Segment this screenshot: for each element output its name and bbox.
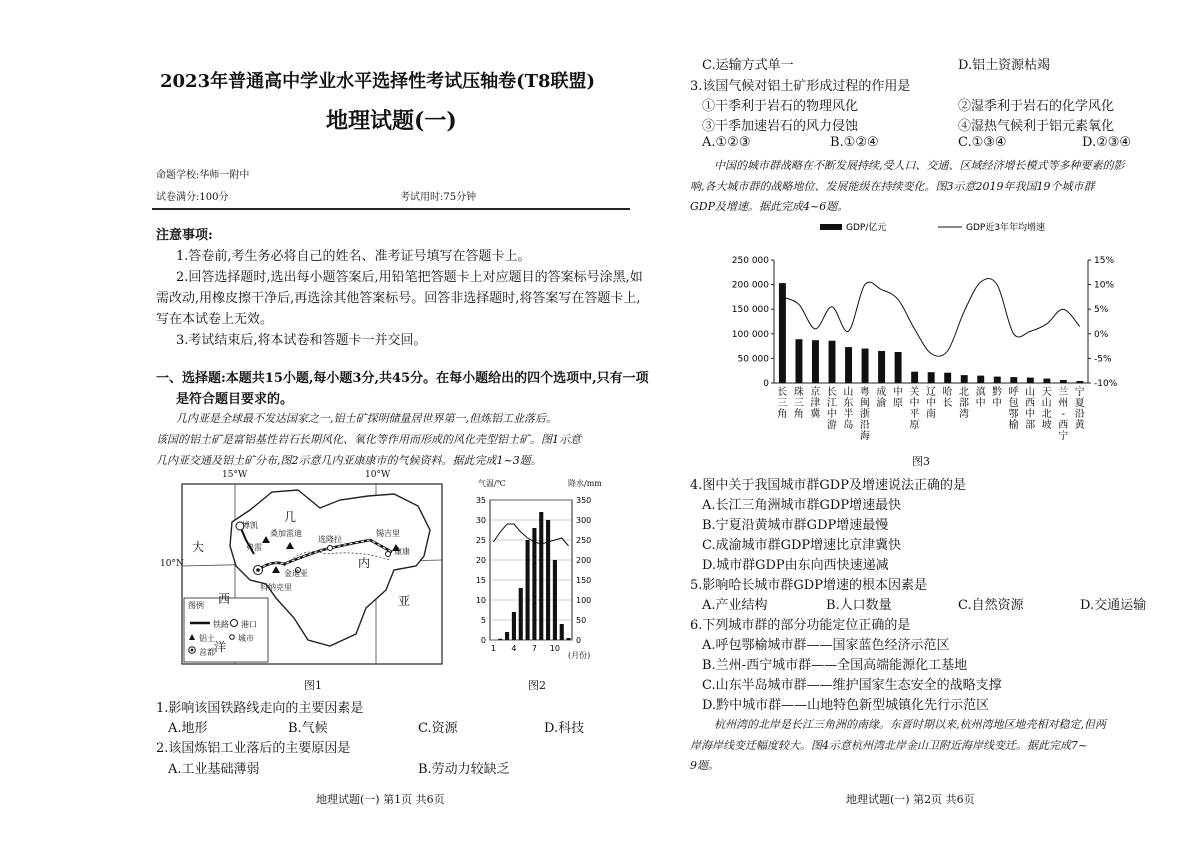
fig2-ylabel-right: 降水/mm xyxy=(568,479,602,488)
legend-label: GDP近3年年均增速 xyxy=(966,223,1046,233)
x-tick-label: 珠三角 xyxy=(793,387,804,420)
notice-line: 3.考试结束后,将本试卷和答题卡一并交回。 xyxy=(176,333,427,348)
intro2-line: 响,各大城市群的战略地位、发展能级在持续变化。图3示意2019年我国19个城市群 xyxy=(690,180,1095,193)
time-info: 考试用时:75分钟 xyxy=(400,192,477,203)
y-tick-label-right: 10% xyxy=(1094,280,1115,291)
question-4-stem: 4.图中关于我国城市群GDP及增速说法正确的是 xyxy=(690,478,966,493)
q5-option-b[interactable]: B.人口数量 xyxy=(826,598,892,613)
y-tick-label-left: 5 xyxy=(480,616,486,625)
y-tick-label-right: 5% xyxy=(1094,305,1109,316)
x-tick-label: 长江中游 xyxy=(826,387,837,431)
y-tick-label-left: 15 xyxy=(475,576,486,585)
q1-option-c[interactable]: C.资源 xyxy=(418,721,458,736)
q5-option-c[interactable]: C.自然资源 xyxy=(958,598,1024,613)
gdp-bar xyxy=(895,352,902,383)
temperature-line xyxy=(493,524,568,546)
gdp-bar xyxy=(812,340,819,383)
country-char: 内 xyxy=(358,556,371,570)
precip-bar xyxy=(539,512,543,640)
country-char: 几 xyxy=(284,510,297,524)
y-tick-label-left: 0 xyxy=(480,636,486,645)
q2-option-c[interactable]: C.运输方式单一 xyxy=(702,58,794,73)
y-tick-label-right: 350 xyxy=(576,496,592,505)
gdp-bar xyxy=(944,373,951,383)
q4-option-b[interactable]: B.宁夏沿黄城市群GDP增速最慢 xyxy=(702,518,889,533)
city-marker xyxy=(386,552,391,557)
y-tick-label-left: 35 xyxy=(475,496,486,505)
x-tick-label: 4 xyxy=(511,644,517,653)
figure-3-caption: 图3 xyxy=(912,455,930,468)
ocean-char: 洋 xyxy=(214,640,227,654)
y-tick-label-left: 0 xyxy=(763,379,769,389)
intro-line: 几内亚是全球最不发达国家之一,铝土矿探明储量居世界第一,但炼铝工业落后。 xyxy=(176,412,557,425)
precip-bar xyxy=(532,528,536,640)
legend-item: 首都 xyxy=(199,648,215,657)
figure-1-map xyxy=(160,470,445,670)
gdp-bar xyxy=(1027,378,1034,383)
y-tick-label-right: 300 xyxy=(576,516,592,525)
y-tick-label-right: 200 xyxy=(576,556,592,565)
y-tick-label-right: 50 xyxy=(576,616,587,625)
page-footer-right: 地理试题(一) 第2页 共6页 xyxy=(846,793,975,806)
q3-item: ④湿热气候利于铝元素氧化 xyxy=(958,119,1115,134)
gdp-bar xyxy=(911,372,918,383)
x-tick-label: 粤闽浙沿海 xyxy=(859,387,870,442)
score-info: 试卷满分:100分 xyxy=(156,192,229,203)
legend-item: 港口 xyxy=(241,620,257,629)
q1-option-b[interactable]: B.气候 xyxy=(288,721,328,736)
gdp-bar xyxy=(1060,380,1067,383)
gdp-bar xyxy=(994,377,1001,383)
q3-item: ②湿季利于岩石的化学风化 xyxy=(958,99,1115,114)
x-tick-label: 10 xyxy=(549,644,561,653)
exam-title: 2023年普通高中学业水平选择性考试压轴卷(T8联盟) xyxy=(160,71,596,92)
gdp-chart-svg xyxy=(716,216,1156,452)
x-tick-label: 天山北坡 xyxy=(1041,387,1052,431)
precip-bar xyxy=(567,638,571,640)
q5-option-d[interactable]: D.交通运输 xyxy=(1080,598,1147,613)
x-tick-label: 兰州-西宁 xyxy=(1058,387,1069,442)
y-tick-label-left: 10 xyxy=(475,596,486,605)
q2-option-a[interactable]: A.工业基础薄弱 xyxy=(168,762,260,777)
q2-option-d[interactable]: D.铝土资源枯竭 xyxy=(958,58,1051,73)
x-tick-label: 1 xyxy=(490,644,496,653)
gdp-bar xyxy=(1010,377,1017,383)
lat-label-10n: 10°N xyxy=(160,559,184,569)
y-tick-label-right: 150 xyxy=(576,576,592,585)
y-tick-label-left: 200 000 xyxy=(731,280,769,291)
x-tick-label: 关中平原 xyxy=(909,387,920,431)
fig2-ylabel-left: 气温/℃ xyxy=(478,479,506,488)
fig2-xlabel: (月份) xyxy=(568,651,591,660)
legend-bar-swatch xyxy=(820,224,842,230)
notice-line: 1.答卷前,考生务必将自己的姓名、准考证号填写在答题卡上。 xyxy=(176,249,531,264)
x-tick-label: 北部湾 xyxy=(959,387,970,420)
city-label: 博凯 xyxy=(242,521,258,530)
question-1-stem: 1.影响该国铁路线走向的主要因素是 xyxy=(156,701,364,716)
legend-item: 城市 xyxy=(238,634,254,643)
q2-option-b[interactable]: B.劳动力较缺乏 xyxy=(418,762,510,777)
precip-bar xyxy=(512,612,516,640)
gdp-bar xyxy=(961,375,968,383)
figure-2-caption: 图2 xyxy=(528,679,546,692)
country-char: 亚 xyxy=(398,594,411,608)
city-label: 康康 xyxy=(394,547,410,556)
precip-bar xyxy=(553,560,557,640)
x-tick-label: 黔中 xyxy=(992,387,1003,409)
q1-option-a[interactable]: A.地形 xyxy=(168,721,208,736)
notice-line: 写在本试卷上无效。 xyxy=(156,312,274,327)
q6-option-c[interactable]: C.山东半岛城市群——维护国家生态安全的战略支撑 xyxy=(702,678,1002,693)
x-tick-label: 山西中部 xyxy=(1025,387,1036,431)
q3-option-d[interactable]: D.②③④ xyxy=(1082,135,1132,150)
intro3-line: 杭州湾的北岸是长江三角洲的南缘。东晋时期以来,杭州湾地区地壳相对稳定,但两 xyxy=(714,718,1106,731)
y-tick-label-right: 250 xyxy=(576,536,592,545)
gdp-bar xyxy=(878,351,885,383)
section-title: 一、选择题:本题共15小题,每小题3分,共45分。在每小题给出的四个选项中,只有一项 xyxy=(156,371,649,386)
q6-option-d[interactable]: D.黔中城市群——山地特色新型城镇化先行示范区 xyxy=(702,698,990,713)
question-3-stem: 3.该国气候对铝土矿形成过程的作用是 xyxy=(690,79,911,94)
gdp-bar xyxy=(829,341,836,383)
intro2-line: GDP及增速。据此完成4~6题。 xyxy=(690,200,849,213)
notice-line: 需改动,用橡皮擦干净后,再选涂其他答案标号。回答非选择题时,将答案写在答题卡上, xyxy=(156,291,641,306)
precip-bar xyxy=(498,639,502,640)
y-tick-label-left: 25 xyxy=(475,536,486,545)
figure-3-gdp-chart xyxy=(716,216,1156,452)
q4-option-a[interactable]: A.长江三角洲城市群GDP增速最快 xyxy=(702,498,902,513)
x-tick-label: 中原 xyxy=(892,387,903,409)
lon-label-10w: 10°W xyxy=(365,470,391,480)
gdp-bar xyxy=(977,376,984,383)
q1-option-d[interactable]: D.科技 xyxy=(544,721,585,736)
city-label: 选隆拉 xyxy=(318,535,342,544)
x-tick-label: 宁夏沿黄 xyxy=(1074,387,1085,431)
y-tick-label-right: 0% xyxy=(1094,329,1109,340)
city-marker xyxy=(328,546,333,551)
intro-line: 几内亚交通及铝土矿分布,图2示意几内亚康康市的气候资料。据此完成1~3题。 xyxy=(156,454,542,467)
q6-option-a[interactable]: A.呼包鄂榆城市群——国家蓝色经济示范区 xyxy=(702,638,950,653)
precip-bar xyxy=(526,540,530,640)
city-label: 桑加雷迪 xyxy=(270,529,302,538)
figure-2-climate-chart xyxy=(460,478,610,668)
city-label: 弗雷 xyxy=(246,543,262,552)
gdp-bar xyxy=(928,372,935,383)
lon-label-15w: 15°W xyxy=(222,470,248,480)
gdp-bar xyxy=(862,349,869,383)
page-footer-left: 地理试题(一) 第1页 共6页 xyxy=(316,793,445,806)
y-tick-label-left: 100 000 xyxy=(731,329,769,340)
question-5-stem: 5.影响哈长城市群GDP增速的根本因素是 xyxy=(690,578,927,593)
q5-option-a[interactable]: A.产业结构 xyxy=(702,598,768,613)
legend-label: GDP/亿元 xyxy=(846,223,887,233)
x-tick-label: 呼包鄂榆 xyxy=(1008,387,1019,431)
legend-title: 图例 xyxy=(188,601,204,610)
gdp-bar xyxy=(1043,379,1050,383)
notice-title: 注意事项: xyxy=(156,228,213,243)
figure-1-caption: 图1 xyxy=(304,679,322,692)
q3-option-c[interactable]: C.①③④ xyxy=(958,135,1007,150)
y-tick-label-left: 150 000 xyxy=(731,305,769,316)
y-tick-label-left: 50 000 xyxy=(737,354,769,365)
precip-bar xyxy=(560,624,564,640)
x-tick-label: 山东半岛 xyxy=(843,387,854,431)
x-tick-label: 滇中 xyxy=(975,387,986,409)
x-tick-label: 辽中南 xyxy=(926,387,936,420)
intro2-line: 中国的城市群战略在不断发展持续,受人口、交通、区域经济增长模式等多种要素的影 xyxy=(714,159,1125,172)
climate-chart-svg xyxy=(460,478,610,668)
q3-option-b[interactable]: B.①②④ xyxy=(830,135,879,150)
y-tick-label-right: -10% xyxy=(1094,379,1118,389)
notice-line: 2.回答选择题时,选出每小题答案后,用铅笔把答题卡上对应题目的答案标号涂黑,如 xyxy=(176,270,643,285)
y-tick-label-right: 100 xyxy=(576,596,592,605)
question-6-stem: 6.下列城市群的部分功能定位正确的是 xyxy=(690,618,911,633)
x-tick-label: 长三角 xyxy=(777,387,788,420)
question-2-stem: 2.该国炼铝工业落后的主要原因是 xyxy=(156,741,351,756)
header-rule xyxy=(152,208,630,210)
city-label: 科纳克里 xyxy=(260,583,292,592)
city-label: 锡吉里 xyxy=(376,529,400,538)
subject-title: 地理试题(一) xyxy=(326,108,457,134)
precip-bar xyxy=(505,632,509,640)
school-info: 命题学校:华师一附中 xyxy=(156,170,250,181)
x-tick-label: 成渝 xyxy=(876,387,887,409)
y-tick-label-right: 0 xyxy=(576,636,582,645)
q3-item: ①干季利于岩石的物理风化 xyxy=(702,99,859,114)
y-tick-label-left: 30 xyxy=(475,516,486,525)
q6-option-b[interactable]: B.兰州-西宁城市群——全国高端能源化工基地 xyxy=(702,658,968,673)
q4-option-c[interactable]: C.成渝城市群GDP增速比京津冀快 xyxy=(702,538,902,553)
intro3-line: 9题。 xyxy=(690,759,719,772)
x-tick-label: 哈长 xyxy=(942,387,953,409)
gdp-bar xyxy=(1076,381,1083,383)
city-label: 金迪亚 xyxy=(284,569,308,578)
q4-option-d[interactable]: D.城市群GDP由东向西快速递减 xyxy=(702,558,889,573)
ocean-char: 西 xyxy=(218,592,231,606)
precip-bar xyxy=(519,588,523,640)
gdp-bar xyxy=(845,347,852,383)
precip-bar xyxy=(546,520,550,640)
gdp-bar xyxy=(795,339,802,383)
y-tick-label-right: -5% xyxy=(1094,354,1112,365)
intro-line: 该国的铝土矿是富铝基性岩石长期风化、氧化等作用而形成的风化壳型铝土矿。图1示意 xyxy=(156,433,581,446)
y-tick-label-left: 250 000 xyxy=(731,256,769,266)
growth-line xyxy=(782,278,1079,356)
x-tick-label: 京津冀 xyxy=(810,387,821,420)
intro3-line: 岸海岸线变迁幅度较大。图4示意杭州湾北岸金山卫附近海岸线变迁。据此完成7~ xyxy=(690,739,1088,752)
section-title-cont: 是符合题目要求的。 xyxy=(176,392,294,407)
q3-item: ③干季加速岩石的风力侵蚀 xyxy=(702,119,859,134)
legend-item: 铁路 xyxy=(213,620,229,629)
y-tick-label-right: 15% xyxy=(1094,256,1115,266)
x-tick-label: 7 xyxy=(531,644,537,653)
legend-item: 铝土 xyxy=(199,634,215,643)
ocean-char: 大 xyxy=(192,540,205,554)
y-tick-label-left: 20 xyxy=(475,556,486,565)
plot-frame xyxy=(490,500,572,640)
q3-option-a[interactable]: A.①②③ xyxy=(702,135,751,150)
